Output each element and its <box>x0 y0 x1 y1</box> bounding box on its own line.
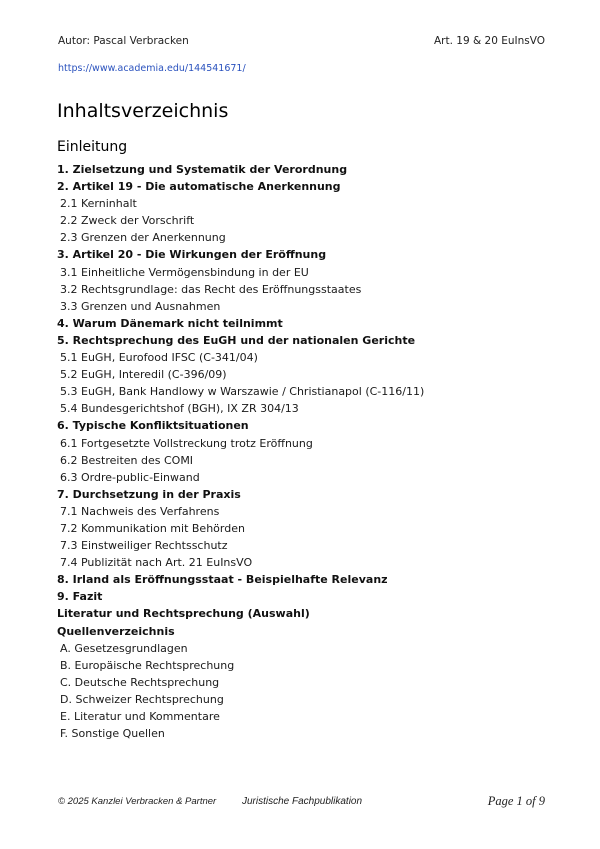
toc-section-entry[interactable]: 2. Artikel 19 - Die automatische Anerkennung <box>57 180 341 194</box>
toc-subsection-entry[interactable]: D. Schweizer Rechtsprechung <box>60 692 224 706</box>
table-of-contents <box>57 137 560 742</box>
toc-subsection-entry[interactable]: 6.2 Bestreiten des COMI <box>60 453 194 467</box>
source-link[interactable]: https://www.academia.edu/144541671/ <box>58 63 246 74</box>
toc-subsection-entry[interactable]: 5.1 EuGH, Eurofood IFSC (C-341/04) <box>60 351 258 365</box>
toc-subsection-entry[interactable]: E. Literatur und Kommentare <box>60 710 220 723</box>
toc-subsection-entry[interactable]: 7.4 Publizität nach Art. 21 EuInsVO <box>60 556 253 570</box>
toc-subsection-entry[interactable]: 6.3 Ordre-public-Einwand <box>60 470 200 484</box>
toc-subsection-entry[interactable]: 3.1 Einheitliche Vermögensbindung in der EU <box>60 265 309 279</box>
toc-section-entry[interactable]: 9. Fazit <box>57 590 103 604</box>
page-number: Page 1 of 9 <box>487 794 545 808</box>
publication-label: Juristische Fachpublikation <box>242 796 363 807</box>
toc-subsection-entry[interactable]: 2.3 Grenzen der Anerkennung <box>60 231 226 245</box>
toc-subsection-entry[interactable]: 5.3 EuGH, Bank Handlowy w Warszawie / Christianapol (C-116/11) <box>60 385 425 399</box>
toc-title: Inhaltsverzeichnis <box>57 100 229 122</box>
toc-intro-entry[interactable]: Einleitung <box>57 139 128 155</box>
toc-section-entry[interactable]: 3. Artikel 20 - Die Wirkungen der Eröffnung <box>57 248 327 262</box>
toc-subsection-entry[interactable]: 7.2 Kommunikation mit Behörden <box>60 521 245 535</box>
toc-subsection-entry[interactable]: 7.3 Einstweiliger Rechtsschutz <box>60 539 228 553</box>
toc-subsection-entry[interactable]: 5.4 Bundesgerichtshof (BGH), IX ZR 304/13 <box>60 402 299 416</box>
toc-subsection-entry[interactable]: C. Deutsche Rechtsprechung <box>60 675 220 689</box>
toc-section-entry[interactable]: Literatur und Rechtsprechung (Auswahl) <box>57 607 310 621</box>
toc-subsection-entry[interactable]: 3.2 Rechtsgrundlage: das Recht des Eröffnungsstaates <box>60 282 362 296</box>
page-header <box>58 35 545 47</box>
toc-entries <box>57 161 560 742</box>
page-footer <box>58 794 545 810</box>
toc-section-entry[interactable]: 7. Durchsetzung in der Praxis <box>57 487 241 501</box>
toc-subsection-entry[interactable]: 7.1 Nachweis des Verfahrens <box>60 504 220 518</box>
toc-section-entry[interactable]: 4. Warum Dänemark nicht teilnimmt <box>57 316 283 330</box>
author-label: Autor: Pascal Verbracken <box>58 35 189 47</box>
toc-subsection-entry[interactable]: B. Europäische Rechtsprechung <box>60 658 235 672</box>
copyright-text: © 2025 Kanzlei Verbracken & Partner <box>58 796 217 807</box>
toc-section-entry[interactable]: 8. Irland als Eröffnungsstaat - Beispielhafte Relevanz <box>57 573 388 587</box>
toc-section-entry[interactable]: 5. Rechtsprechung des EuGH und der nationalen Gerichte <box>57 333 416 347</box>
toc-section-entry[interactable]: 6. Typische Konfliktsituationen <box>57 419 249 433</box>
toc-subsection-entry[interactable]: 5.2 EuGH, Interedil (C-396/09) <box>60 368 227 382</box>
toc-subsection-entry[interactable]: 6.1 Fortgesetzte Vollstreckung trotz Eröffnung <box>60 436 313 450</box>
toc-subsection-entry[interactable]: 2.2 Zweck der Vorschrift <box>60 214 195 228</box>
toc-section-entry[interactable]: 1. Zielsetzung und Systematik der Verordnung <box>57 163 348 176</box>
article-label: Art. 19 & 20 EuInsVO <box>434 35 545 47</box>
toc-subsection-entry[interactable]: 3.3 Grenzen und Ausnahmen <box>60 299 221 313</box>
toc-subsection-entry[interactable]: A. Gesetzesgrundlagen <box>60 641 188 655</box>
toc-subsection-entry[interactable]: 2.1 Kerninhalt <box>60 197 137 211</box>
toc-subsection-entry[interactable]: F. Sonstige Quellen <box>60 727 165 741</box>
toc-section-entry[interactable]: Quellenverzeichnis <box>57 624 175 638</box>
